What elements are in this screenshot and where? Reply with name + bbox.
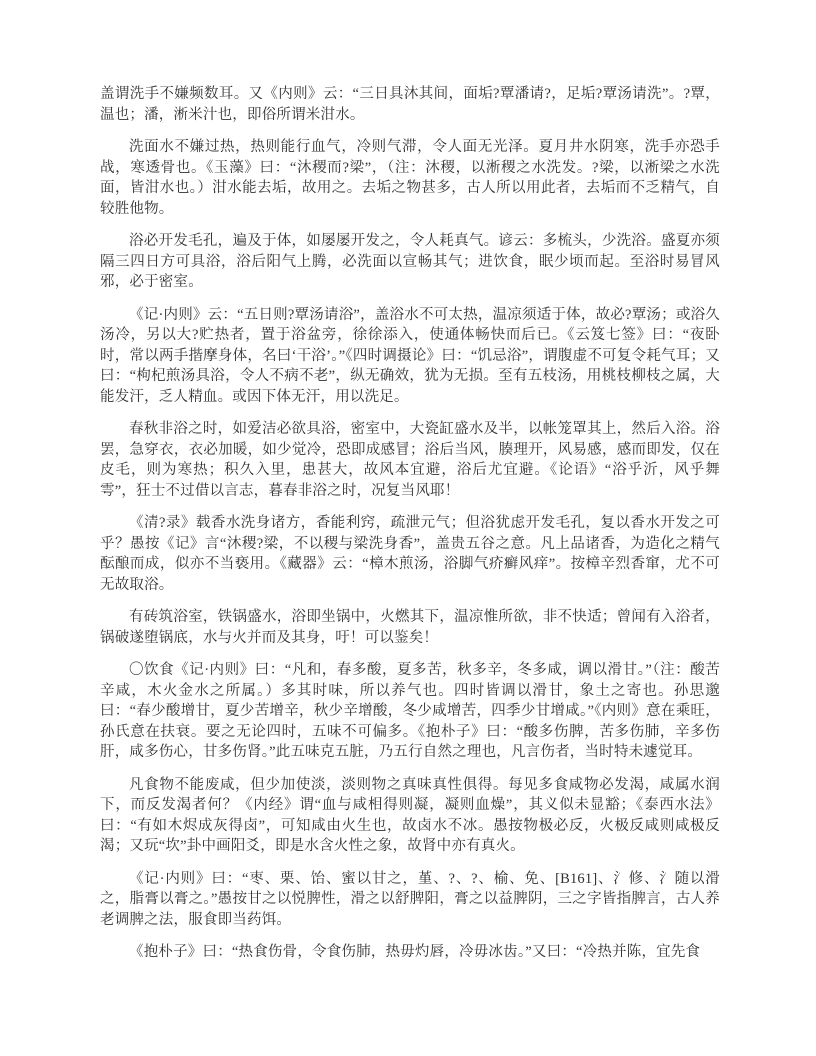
paragraph: 盖谓洗手不嫌频数耳。又《内则》云：“三日具沐其间，面垢?覃潘请?，足垢?覃汤请洗”。?覃，温也；潘，淅米汁也，即俗所谓米泔水。 [100,86,720,123]
paragraph: 〇饮食《记·内则》曰：“凡和，春多酸，夏多苦，秋多辛，冬多咸，调以滑甘。”（注：酸苦辛咸，木火金水之所属。）多其时味，所以养气也。四时皆调以滑甘，象土之寄也。孙思邈曰：“春少酸增甘，夏少苦增辛，秋少辛增酸，冬少咸增苦，四季少甘增咸。”《内则》意在乘旺，孙氏意在扶衰。要之无论四时，五味不可偏多。《抱朴子》曰：“酸多伤脾，苦多伤肺，辛多伤肝，咸多伤心，甘多伤肾。”此五味克五脏，乃五行自然之理也，凡言伤者，当时特未遽觉耳。 [100,662,720,760]
paragraph: 《记·内则》云：“五日则?覃汤请浴”，盖浴水不可太热，温凉须适于体，故必?覃汤；或浴久汤冷，另以大?贮热者，置于浴盆旁，徐徐添入，使通体畅快而后已。《云笈七签》曰：“夜卧时，常以两手揩摩身体，名曰‘干浴’。”《四时调摄论》曰：“饥忌浴”，谓腹虚不可复令耗气耳；又曰：“枸杞煎汤具浴，令人不病不老”，纵无确效，犹为无损。至有五枝汤，用桃枝柳枝之属，大能发汗，乏人精血。或因下体无汗，用以洗足。 [100,306,720,405]
paragraph: 《抱朴子》曰：“热食伤骨，令食伤肺，热毋灼唇，冷毋冰齿。”又曰：“冷热并陈，宜先食 [129,944,701,960]
paragraph: 凡食物不能废咸，但少加使淡，淡则物之真味真性俱得。每见多食咸物必发渴，咸属水润下，而反发渴者何？《内经》谓“血与咸相得则凝，凝则血燥”，其义似未显豁；《泰西水法》曰：“有如木烬成灰得卤”，可知咸由火生也，故卤水不冰。愚按物极必反，火极反咸则咸极反渴；又玩“坎”卦中画阳爻，即是水含火性之象，故肾中亦有真火。 [100,776,720,854]
paragraph: 洗面水不嫌过热，热则能行血气，冷则气滞，令人面无光泽。夏月井水阴寒，洗手亦恐手战，寒透骨也。《玉藻》曰：“沐稷而?梁”，（注：沐稷，以淅稷之水洗发。?梁，以淅梁之水洗面，皆泔水也。）泔水能去垢，故用之。去垢之物甚多，古人所以用此者，去垢而不乏精气，自较胜他物。 [100,139,720,217]
text-block [100,84,720,963]
paragraph: 《清?录》载香水洗身诸方，香能利窍，疏泄元气；但浴犹虑开发毛孔，复以香水开发之可乎？愚按《记》言“沐稷?梁，不以稷与梁洗身香”，盖贵五谷之意。凡上品诸香，为造化之精气酝酿而成，似亦不当亵用。《藏器》云：“樟木煎汤，浴脚气疥癣风痒”。按樟辛烈香窜，尤不可无故取浴。 [100,515,720,593]
paragraph: 《记·内则》曰：“枣、栗、饴、蜜以甘之，堇、?、?、榆、免、[B161]、氵修、氵随以滑之，脂膏以膏之。”愚按甘之以悦脾性，滑之以舒脾阳，膏之以益脾阴，三之字皆指脾言，古人养老调脾之法，服食即当药饵。 [100,870,720,928]
paragraph: 有砖筑浴室，铁锅盛水，浴即坐锅中，火燃其下，温凉惟所欲，非不快适；曾闻有入浴者，锅破遂堕锅底，水与火并而及其身，吁！可以鉴矣！ [100,609,720,646]
paragraph: 春秋非浴之时，如爱洁必欲具浴，密室中，大瓷缸盛水及半，以帐笼罩其上，然后入浴。浴罢，急穿衣，衣必加暖，如少觉冷，恐即成感冒；浴后当风，腠理开，风易感，感而即发，仅在皮毛，则为寒热；积久入里，患甚大，故风本宜避，浴后尤宜避。《论语》“浴乎沂，风乎舞雩”，狂士不过借以言志，暮春非浴之时，况复当风耶！ [100,421,720,499]
paragraph: 浴必开发毛孔，遍及于体，如屡屡开发之，令人耗真气。谚云：多梳头，少洗浴。盛夏亦须隔三四日方可具浴，浴后阳气上腾，必洗面以宣畅其气；进饮食，眠少顷而起。至浴时易冒风邪，必于密室。 [100,233,720,290]
